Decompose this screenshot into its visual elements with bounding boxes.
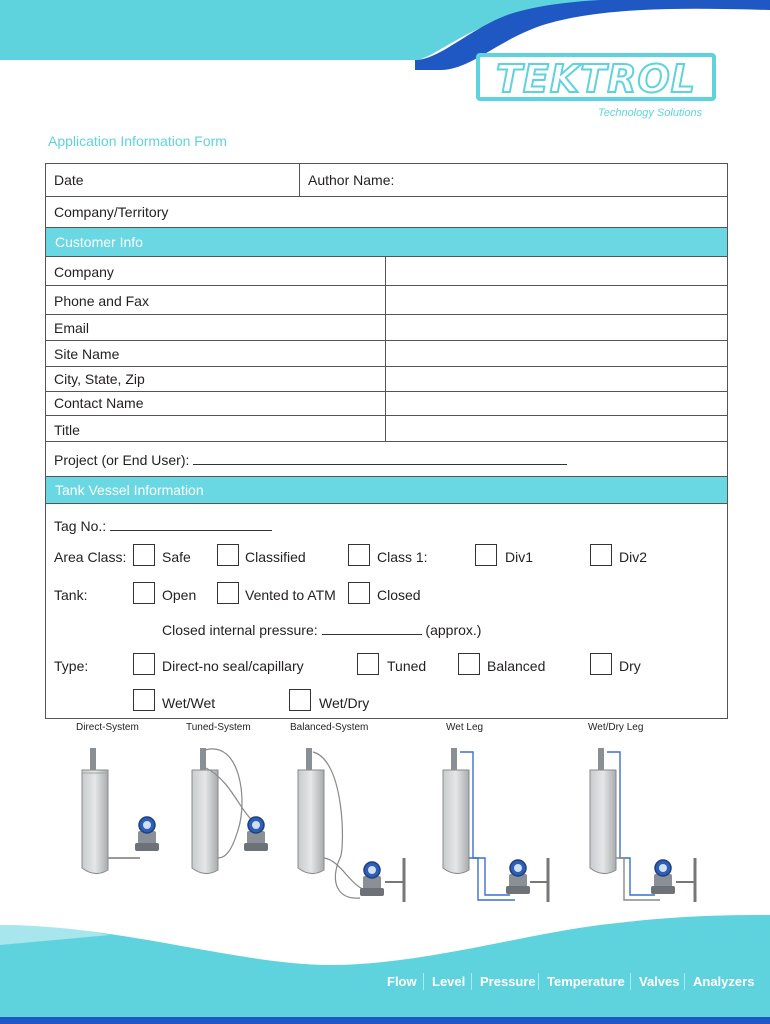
nav-temperature[interactable]: Temperature <box>547 974 625 989</box>
nav-separator <box>684 973 685 990</box>
diagram-label-wet-leg: Wet Leg <box>446 722 484 733</box>
tag-no-label: Tag No.: <box>54 517 272 535</box>
customer-row-city[interactable] <box>46 367 727 392</box>
company-territory-label: Company/Territory <box>54 204 169 220</box>
balanced-system-diagram <box>298 748 404 902</box>
vented-checkbox[interactable] <box>217 582 239 604</box>
diagram-label-direct: Direct-System <box>76 722 139 733</box>
type-label: Type: <box>54 658 89 674</box>
nav-level[interactable]: Level <box>432 974 466 989</box>
nav-separator <box>538 973 539 990</box>
customer-row-company[interactable] <box>46 257 727 286</box>
safe-label: Safe <box>162 549 191 565</box>
tank-vessel-header <box>46 477 727 504</box>
tuned-checkbox[interactable] <box>357 653 379 675</box>
tuned-label: Tuned <box>387 658 427 674</box>
application-form <box>45 163 728 719</box>
dry-label: Dry <box>619 658 641 674</box>
pressure-suffix: (approx.) <box>425 622 482 638</box>
wetdry-checkbox[interactable] <box>289 689 311 711</box>
vented-label: Vented to ATM <box>245 587 336 603</box>
tank-label: Tank: <box>54 587 88 603</box>
nav-separator <box>471 973 472 990</box>
customer-row-title[interactable] <box>46 416 727 442</box>
nav-valves[interactable]: Valves <box>639 974 680 989</box>
direct-label: Direct-no seal/capillary <box>162 658 304 674</box>
form-title: Application Information Form <box>48 133 227 149</box>
customer-field-label: Phone and Fax <box>54 293 149 309</box>
pressure-field[interactable] <box>322 621 422 635</box>
diagram-label-tuned: Tuned-System <box>186 722 251 733</box>
divider <box>299 164 300 196</box>
direct-checkbox[interactable] <box>133 653 155 675</box>
div2-label: Div2 <box>619 549 648 565</box>
customer-divider <box>385 257 386 442</box>
diagram-label-balanced: Balanced-System <box>290 722 369 733</box>
date-author-row <box>46 164 727 197</box>
project-row[interactable] <box>46 442 727 477</box>
company-territory-row <box>46 197 727 228</box>
author-label: Author Name: <box>308 172 395 188</box>
brand-logo <box>476 53 716 101</box>
customer-info-heading: Customer Info <box>55 234 143 250</box>
dry-checkbox[interactable] <box>590 653 612 675</box>
tank-vessel-heading: Tank Vessel Information <box>55 482 204 498</box>
balanced-checkbox[interactable] <box>458 653 480 675</box>
nav-pressure[interactable]: Pressure <box>480 974 536 989</box>
customer-field-label: Company <box>54 264 114 280</box>
installation-diagrams <box>0 740 770 910</box>
wetwet-label: Wet/Wet <box>162 695 216 711</box>
customer-row-phone[interactable] <box>46 286 727 315</box>
footer-wave <box>0 905 770 1024</box>
balanced-label: Balanced <box>487 658 546 674</box>
wet-leg-diagram <box>443 748 548 902</box>
pressure-line <box>162 621 481 639</box>
project-label: Project (or End User): <box>54 451 567 469</box>
div2-checkbox[interactable] <box>590 544 612 566</box>
customer-row-contact[interactable] <box>46 392 727 416</box>
customer-field-label: Contact Name <box>54 395 144 411</box>
closed-checkbox[interactable] <box>348 582 370 604</box>
nav-separator <box>423 973 424 990</box>
wetdry-label: Wet/Dry <box>319 695 370 711</box>
pressure-label: Closed internal pressure: <box>162 622 318 638</box>
safe-checkbox[interactable] <box>133 544 155 566</box>
area-class-label: Area Class: <box>54 549 127 565</box>
customer-info-header <box>46 228 727 257</box>
nav-analyzers[interactable]: Analyzers <box>693 974 755 989</box>
customer-field-label: Email <box>54 320 90 336</box>
class1-checkbox[interactable] <box>348 544 370 566</box>
customer-field-label: City, State, Zip <box>54 371 145 387</box>
brand-tagline: Technology Solutions <box>598 107 703 119</box>
customer-field-label: Site Name <box>54 346 120 362</box>
class1-label: Class 1: <box>377 549 428 565</box>
customer-field-label: Title <box>54 422 80 438</box>
direct-system-diagram <box>82 748 159 874</box>
div1-label: Div1 <box>505 549 534 565</box>
classified-checkbox[interactable] <box>217 544 239 566</box>
closed-label: Closed <box>377 587 421 603</box>
classified-label: Classified <box>245 549 306 565</box>
wetdry-leg-diagram <box>590 748 695 902</box>
customer-row-email[interactable] <box>46 315 727 341</box>
customer-row-site[interactable] <box>46 341 727 367</box>
nav-flow[interactable]: Flow <box>387 974 417 989</box>
nav-separator <box>630 973 631 990</box>
date-label: Date <box>54 172 84 188</box>
open-checkbox[interactable] <box>133 582 155 604</box>
open-label: Open <box>162 587 197 603</box>
div1-checkbox[interactable] <box>475 544 497 566</box>
logo-text: TEKTROL <box>495 57 697 101</box>
wetwet-checkbox[interactable] <box>133 689 155 711</box>
tuned-system-diagram <box>192 748 268 874</box>
diagram-label-wetdry-leg: Wet/Dry Leg <box>588 722 644 733</box>
